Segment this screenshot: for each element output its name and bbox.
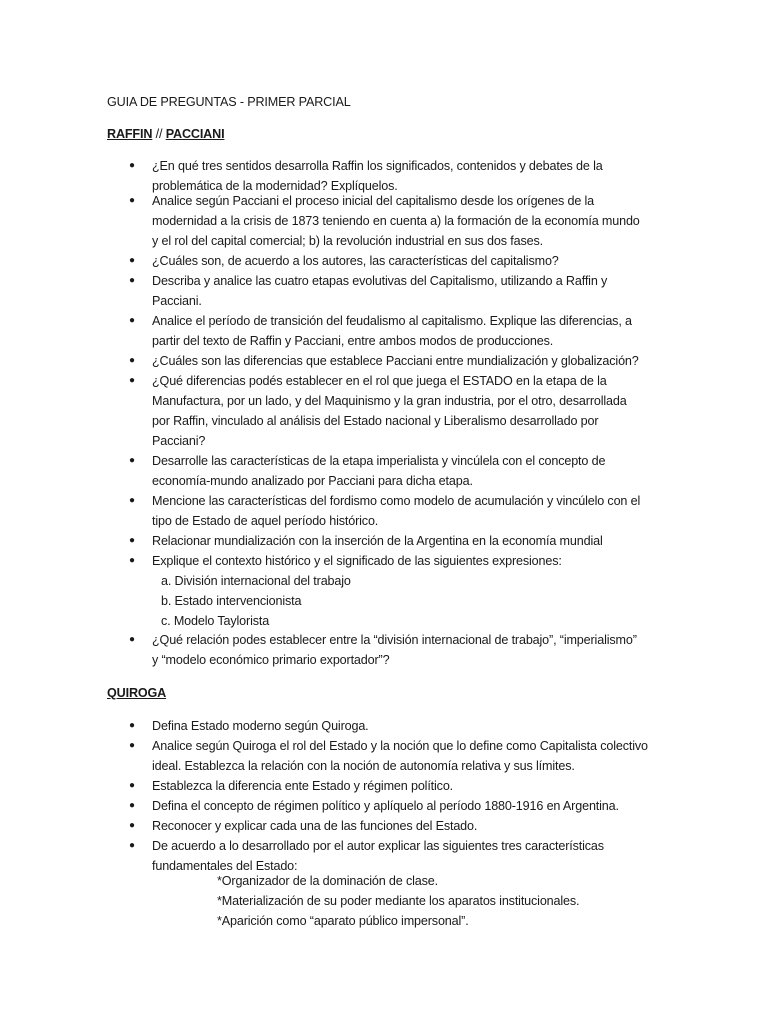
document-title: GUIA DE PREGUNTAS - PRIMER PARCIAL (107, 95, 351, 109)
quiroga-question-item-line: Defina el concepto de régimen político y aplíquelo al período 1880-1916 en Argentina. (152, 799, 619, 813)
characteristic-item: *Materialización de su poder mediante los aparatos institucionales. (217, 894, 580, 908)
question-item-line: Relacionar mundialización con la inserción de la Argentina en la economía mundial (152, 534, 603, 548)
sub-item: b. Estado intervencionista (161, 594, 302, 608)
question-item-line: problemática de la modernidad? Explíquelos. (152, 179, 398, 193)
question-item-line: Desarrolle las características de la etapa imperialista y vincúlela con el concepto de (152, 454, 606, 468)
bullet-icon: ● (129, 275, 136, 286)
question-item-line: Mencione las características del fordismo como modelo de acumulación y vincúlelo con el (152, 494, 641, 508)
question-item-line: economía-mundo analizado por Pacciani para dicha etapa. (152, 474, 473, 488)
question-item-line: modernidad a la crisis de 1873 teniendo en cuenta a) la formación de la economía mundo (152, 214, 640, 228)
bullet-icon: ● (129, 820, 136, 831)
quiroga-question-item-line: Analice según Quiroga el rol del Estado y la noción que lo define como Capitalista colectivo (152, 739, 648, 753)
bullet-icon: ● (129, 555, 136, 566)
question-item-line: Manufactura, por un lado, y del Maquinismo y la gran industria, por el otro, desarrollada (152, 394, 627, 408)
bullet-icon: ● (129, 495, 136, 506)
question-item-line: Analice según Pacciani el proceso inicial del capitalismo desde los orígenes de la (152, 194, 595, 208)
question-item-line: tipo de Estado de aquel período histórico. (152, 514, 379, 528)
bullet-icon: ● (129, 720, 136, 731)
question-item-line: ¿Qué diferencias podés establecer en el rol que juega el ESTADO en la etapa de la (152, 374, 607, 388)
question-item-line: y el rol del capital comercial; b) la revolución industrial en sus dos fases. (152, 234, 543, 248)
bullet-icon: ● (129, 455, 136, 466)
question-item-line: ¿Cuáles son las diferencias que establece Pacciani entre mundialización y globalización? (152, 354, 639, 368)
question-item-line: por Raffin, vinculado al análisis del Estado nacional y Liberalismo desarrollado por (152, 414, 599, 428)
section-heading-raffin-pacciani (107, 126, 224, 142)
sub-item: c. Modelo Taylorista (161, 614, 270, 628)
question-item-line: Pacciani. (152, 294, 202, 308)
question-item-line: ¿Qué relación podes establecer entre la “división internacional de trabajo”, “imperialismo” (152, 633, 637, 647)
quiroga-question-item-line: Reconocer y explicar cada una de las funciones del Estado. (152, 819, 478, 833)
question-item-line: Analice el período de transición del feudalismo al capitalismo. Explique las diferencias, a (152, 314, 632, 328)
characteristic-item: *Aparición como “aparato público impersonal”. (217, 914, 469, 928)
quiroga-question-item-line: Establezca la diferencia ente Estado y régimen político. (152, 779, 454, 793)
bullet-icon: ● (129, 840, 136, 851)
question-item-line: ¿Cuáles son, de acuerdo a los autores, las características del capitalismo? (152, 254, 559, 268)
question-item-line: y “modelo económico primario exportador”? (152, 653, 390, 667)
question-item-line: Explique el contexto histórico y el significado de las siguientes expresiones: (152, 554, 562, 568)
bullet-icon: ● (129, 800, 136, 811)
characteristic-item: *Organizador de la dominación de clase. (217, 874, 438, 888)
bullet-icon: ● (129, 535, 136, 546)
bullet-icon: ● (129, 375, 136, 386)
heading-separator: // (152, 127, 166, 141)
question-item-line: ¿En qué tres sentidos desarrolla Raffin los significados, contenidos y debates de la (152, 159, 603, 173)
question-item-line: Describa y analice las cuatro etapas evolutivas del Capitalismo, utilizando a Raffin y (152, 274, 608, 288)
bullet-icon: ● (129, 634, 136, 645)
heading-pacciani: PACCIANI (165, 127, 225, 141)
quiroga-question-item-line: fundamentales del Estado: (152, 859, 298, 873)
question-item-line: partir del texto de Raffin y Pacciani, entre ambos modos de producciones. (152, 334, 554, 348)
bullet-icon: ● (129, 195, 136, 206)
heading-raffin: RAFFIN (107, 127, 153, 141)
bullet-icon: ● (129, 255, 136, 266)
quiroga-question-item-line: Defina Estado moderno según Quiroga. (152, 719, 369, 733)
bullet-icon: ● (129, 315, 136, 326)
quiroga-question-item-line: De acuerdo a lo desarrollado por el autor explicar las siguientes tres características (152, 839, 604, 853)
question-item-line: Pacciani? (152, 434, 206, 448)
bullet-icon: ● (129, 740, 136, 751)
quiroga-question-item-line: ideal. Establezca la relación con la noción de autonomía relativa y sus límites. (152, 759, 575, 773)
bullet-icon: ● (129, 160, 136, 171)
bullet-icon: ● (129, 780, 136, 791)
bullet-icon: ● (129, 355, 136, 366)
section-heading-quiroga: QUIROGA (107, 686, 167, 700)
sub-item: a. División internacional del trabajo (161, 574, 351, 588)
